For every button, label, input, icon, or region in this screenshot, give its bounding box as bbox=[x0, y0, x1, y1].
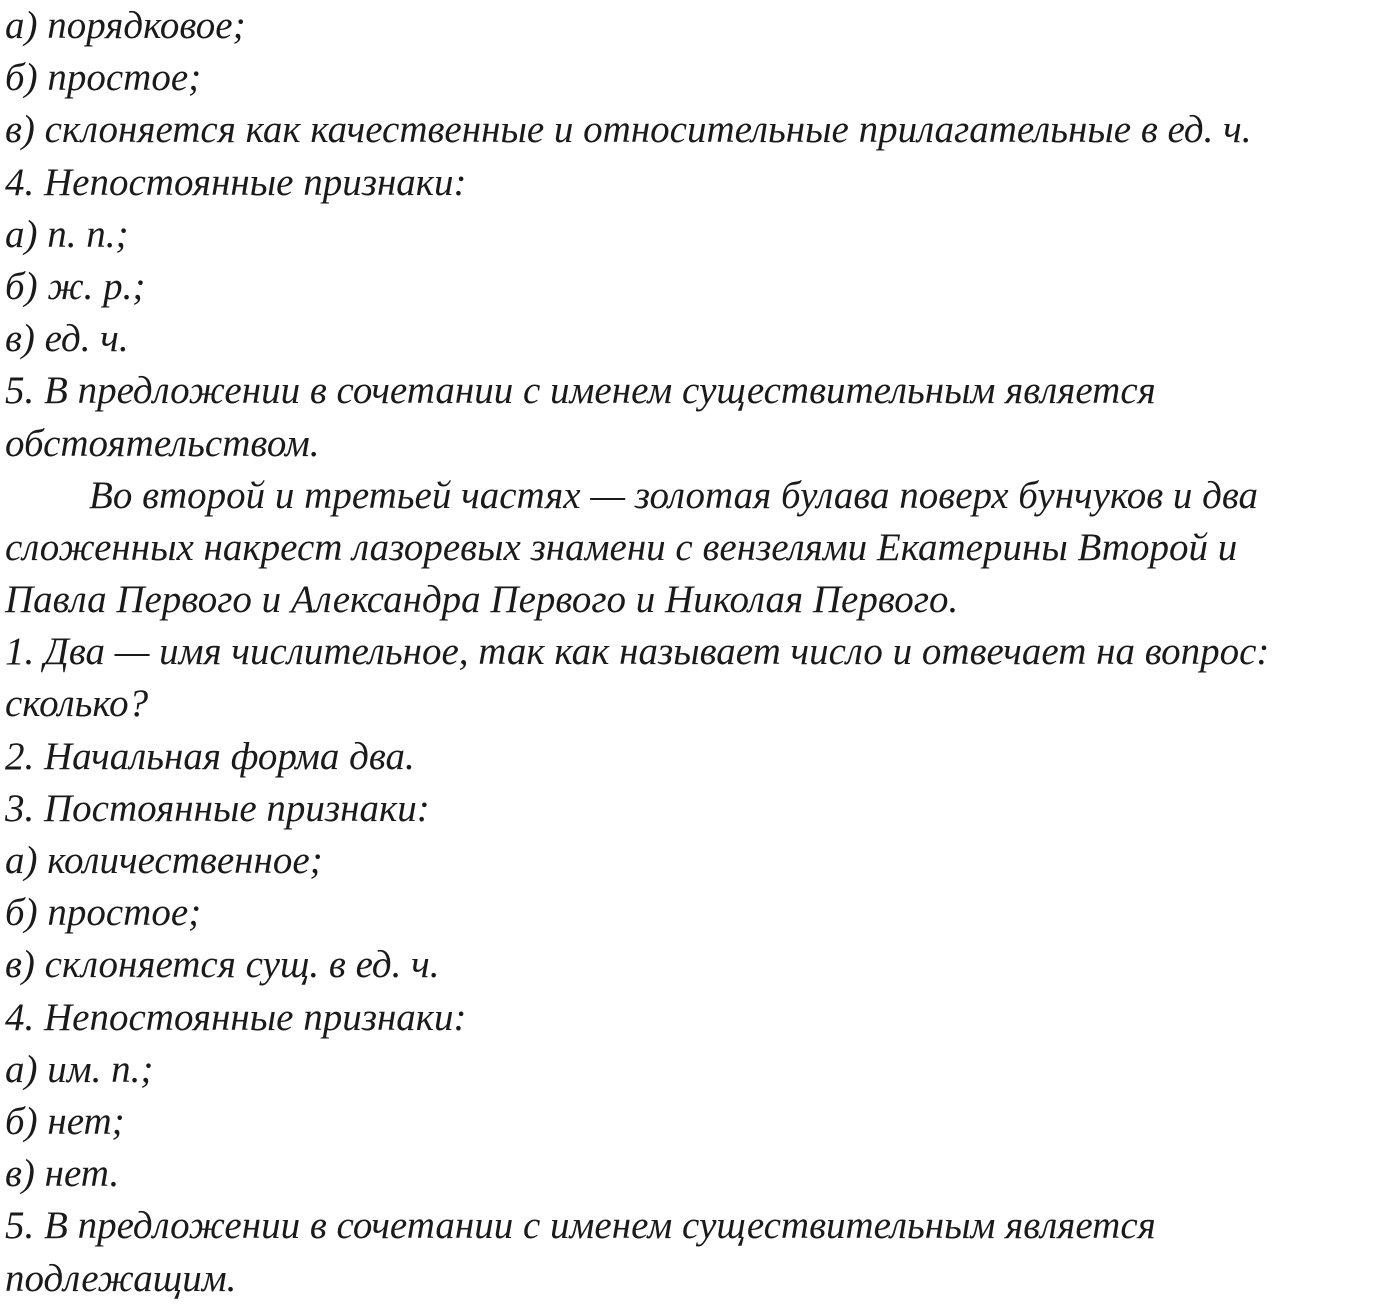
text-line: б) ж. р.; bbox=[5, 264, 146, 308]
text-line: 4. Непостоянные признаки: bbox=[5, 160, 467, 204]
text-line: в) нет. bbox=[5, 1152, 120, 1196]
text-line: Павла Первого и Александра Первого и Николая Первого. bbox=[5, 578, 959, 622]
text-line: 4. Непостоянные признаки: bbox=[5, 995, 467, 1039]
text-line: обстоятельством. bbox=[5, 421, 320, 465]
text-line: в) склоняется как качественные и относительные прилагательные в ед. ч. bbox=[5, 108, 1252, 152]
paragraph-first-line: Во второй и третьей частях — золотая булава поверх бунчуков и два bbox=[89, 473, 1259, 517]
text-line: в) склоняется сущ. в ед. ч. bbox=[5, 943, 440, 987]
text-line: 3. Постоянные признаки: bbox=[5, 786, 430, 830]
text-line: 5. В предложении в сочетании с именем существительным является bbox=[5, 369, 1156, 413]
text-line: б) простое; bbox=[5, 56, 202, 100]
text-line: а) п. п.; bbox=[5, 212, 129, 256]
text-line: подлежащим. bbox=[5, 1256, 237, 1300]
text-line: сложенных накрест лазоревых знамени с вензелями Екатерины Второй и bbox=[5, 525, 1238, 569]
text-line: 1. Два — имя числительное, так как называет число и отвечает на вопрос: bbox=[5, 630, 1270, 674]
text-line: б) простое; bbox=[5, 891, 202, 935]
text-line: б) нет; bbox=[5, 1099, 125, 1143]
text-line: 2. Начальная форма два. bbox=[5, 734, 415, 778]
text-line: а) порядковое; bbox=[5, 4, 246, 47]
text-line: в) ед. ч. bbox=[5, 317, 129, 361]
text-line: а) им. п.; bbox=[5, 1047, 154, 1091]
text-line: сколько? bbox=[5, 682, 149, 726]
text-line: а) количественное; bbox=[5, 839, 323, 882]
text-line: 5. В предложении в сочетании с именем существительным является bbox=[5, 1204, 1156, 1248]
